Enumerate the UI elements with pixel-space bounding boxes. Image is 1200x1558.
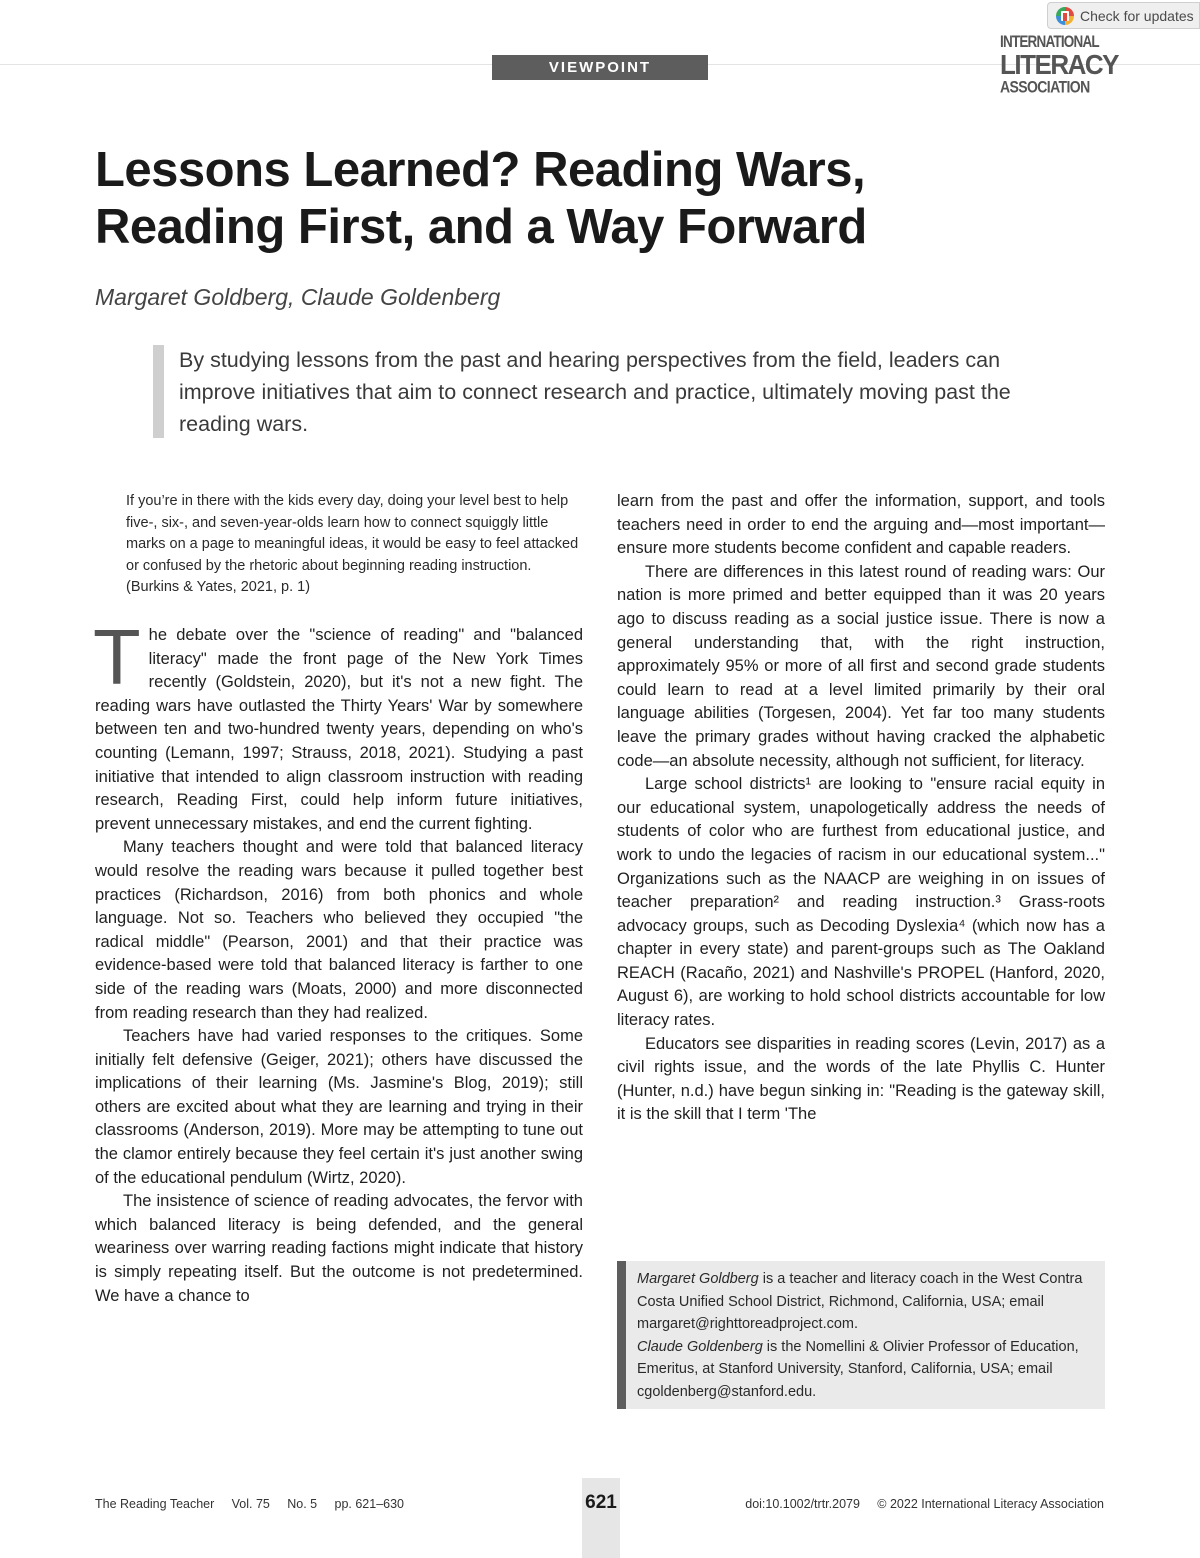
author-2-name: Claude Goldenberg [637, 1338, 763, 1355]
check-for-updates-label: Check for updates [1080, 7, 1194, 24]
crossmark-icon [1056, 7, 1074, 25]
ila-logo [1000, 32, 1118, 96]
body-paragraph: The insistence of science of reading advocates, the fervor with which balanced literacy is being defended, and the general weariness over warring reading factions might indicate that history is simply repeating itself. But the outcome is not predetermined. We have a chance to [95, 1192, 583, 1305]
article-title [95, 142, 1095, 256]
body-paragraph: learn from the past and offer the information, support, and tools teachers need in order to end the arguing and—most important—ensure more students become confident and capable readers. [617, 492, 1105, 558]
body-paragraph: There are differences in this latest round of reading wars: Our nation is more primed and better equipped than it was 20 years ago to discuss reading as a social justice issue. There is now a general understanding that, with the right instruction, approximately 95% or more of all first and second grade students could learn to read at a level limited primarily by their oral language abilities (Torgesen, 2004). Yet far too many students leave the primary grades without having cracked the alphabetic code—an absolute necessity, although not sufficient, for literacy. [617, 562, 1105, 770]
body-column-right [617, 490, 1105, 1127]
abstract: By studying lessons from the past and hearing perspectives from the field, leaders can improve initiatives that aim to connect research and practice, ultimately moving past the reading wars. [179, 348, 1011, 436]
doi-copyright: doi:10.1002/trtr.2079 © 2022 International Literacy Association [745, 1497, 1104, 1511]
body-paragraph: Large school districts¹ are looking to "ensure racial equity in our educational system, unapologetically address the needs of students of color who are furthest from educational justice, and work to undo the legacies of racism in our educational system..." Organizations such as the NAACP are weighing in on issues of teacher preparation² and reading instruction.³ Grass-roots advocacy groups, such as Decoding Dyslexia⁴ (which now has a chapter in every state) and parent-groups such as The Oakland REACH (Racaño, 2021) and Nashville's PROPEL (Hanford, 2020, August 6), are working to hold school districts accountable for low literacy rates. [617, 775, 1105, 1030]
paragraph-text: he debate over the "science of reading" and "balanced literacy" made the front page of the New York Times recently (Goldstein, 2020), but it's not a new fight. The reading wars have outlasted the Thirty Years' War by somewhere between ten and two-hundred twenty years, depending on who's counting (Lemann, 1997; Strauss, 2018, 2021). Studying a past initiative that intended to align classroom instruction with reading research, Reading First, could help inform future initiatives, prevent unnecessary mistakes, and end the current fighting. [95, 626, 583, 833]
author-1-name: Margaret Goldberg [637, 1271, 759, 1287]
bio-accent-bar [617, 1261, 626, 1409]
author-1-bio: is a teacher and literacy coach in the West Contra Costa Unified School District, Richmond, California, USA; email margaret@righttoreadproject.com. [637, 1271, 1083, 1332]
body-paragraph [93, 613, 583, 836]
journal-citation: The Reading Teacher Vol. 75 No. 5 pp. 621–630 [95, 1497, 405, 1511]
logo-line-3: ASSOCIATION [1000, 76, 1090, 96]
logo-line-2: LITERACY [1000, 48, 1118, 80]
author-names: Margaret Goldberg, Claude Goldenberg [95, 284, 501, 310]
title-line-1: Lessons Learned? Reading Wars, [95, 143, 866, 197]
title-line-2: Reading First, and a Way Forward [95, 200, 867, 254]
abstract-accent-bar [153, 345, 164, 438]
author-bio-text [637, 1268, 1097, 1403]
body-paragraph: Many teachers thought and were told that balanced literacy would resolve the reading wars because it pulled together best practices (Richardson, 2016) from both phonics and whole language. Not so. Teachers who believed they occupied "the radical middle" (Pearson, 2001) and that their practice was evidence-based were told that balanced literacy is farther to one side of the reading wars (Moats, 2000) and more disconnected from reading research than they had realized. [95, 838, 583, 1022]
body-column-left [93, 613, 583, 1308]
page-number: 621 [585, 1492, 617, 1513]
body-paragraph: Educators see disparities in reading scores (Levin, 2017) as a civil rights issue, and the words of the late Phyllis C. Hunter (Hunter, n.d.) have begun sinking in: "Reading is the gateway skill, it is the skill that I term 'The [617, 1034, 1105, 1124]
drop-cap: T [93, 613, 141, 701]
logo-line-1: INTERNATIONAL [1000, 32, 1099, 51]
check-for-updates-button[interactable] [1047, 2, 1200, 29]
section-label: VIEWPOINT [492, 55, 708, 80]
page-number-tab [582, 1478, 620, 1558]
body-paragraph: Teachers have had varied responses to the critiques. Some initially felt defensive (Geiger, 2021); others have discussed the implications of their learning (Ms. Jasmine's Blog, 2019); still others are excited about what they are learning and trying in their classrooms (Anderson, 2019). More may be attempting to tune out the clamor entirely because they feel certain it's just another swing of the educational pendulum (Wirtz, 2020). [95, 1027, 583, 1187]
epigraph-quote: If you’re in there with the kids every day, doing your level best to help five-, six-, and seven-year-olds learn how to connect squiggly little marks on a page to meaningful ideas, it would be easy to feel attacked or confused by the rhetoric about beginning reading instruction. (Burkins & Yates, 2021, p. 1) [126, 493, 579, 595]
author-bio-box [617, 1261, 1105, 1409]
author-2-bio: is the Nomellini & Olivier Professor of Education, Emeritus, at Stanford University, Stanford, California, USA; email cgoldenberg@stanford.edu. [637, 1338, 1079, 1400]
